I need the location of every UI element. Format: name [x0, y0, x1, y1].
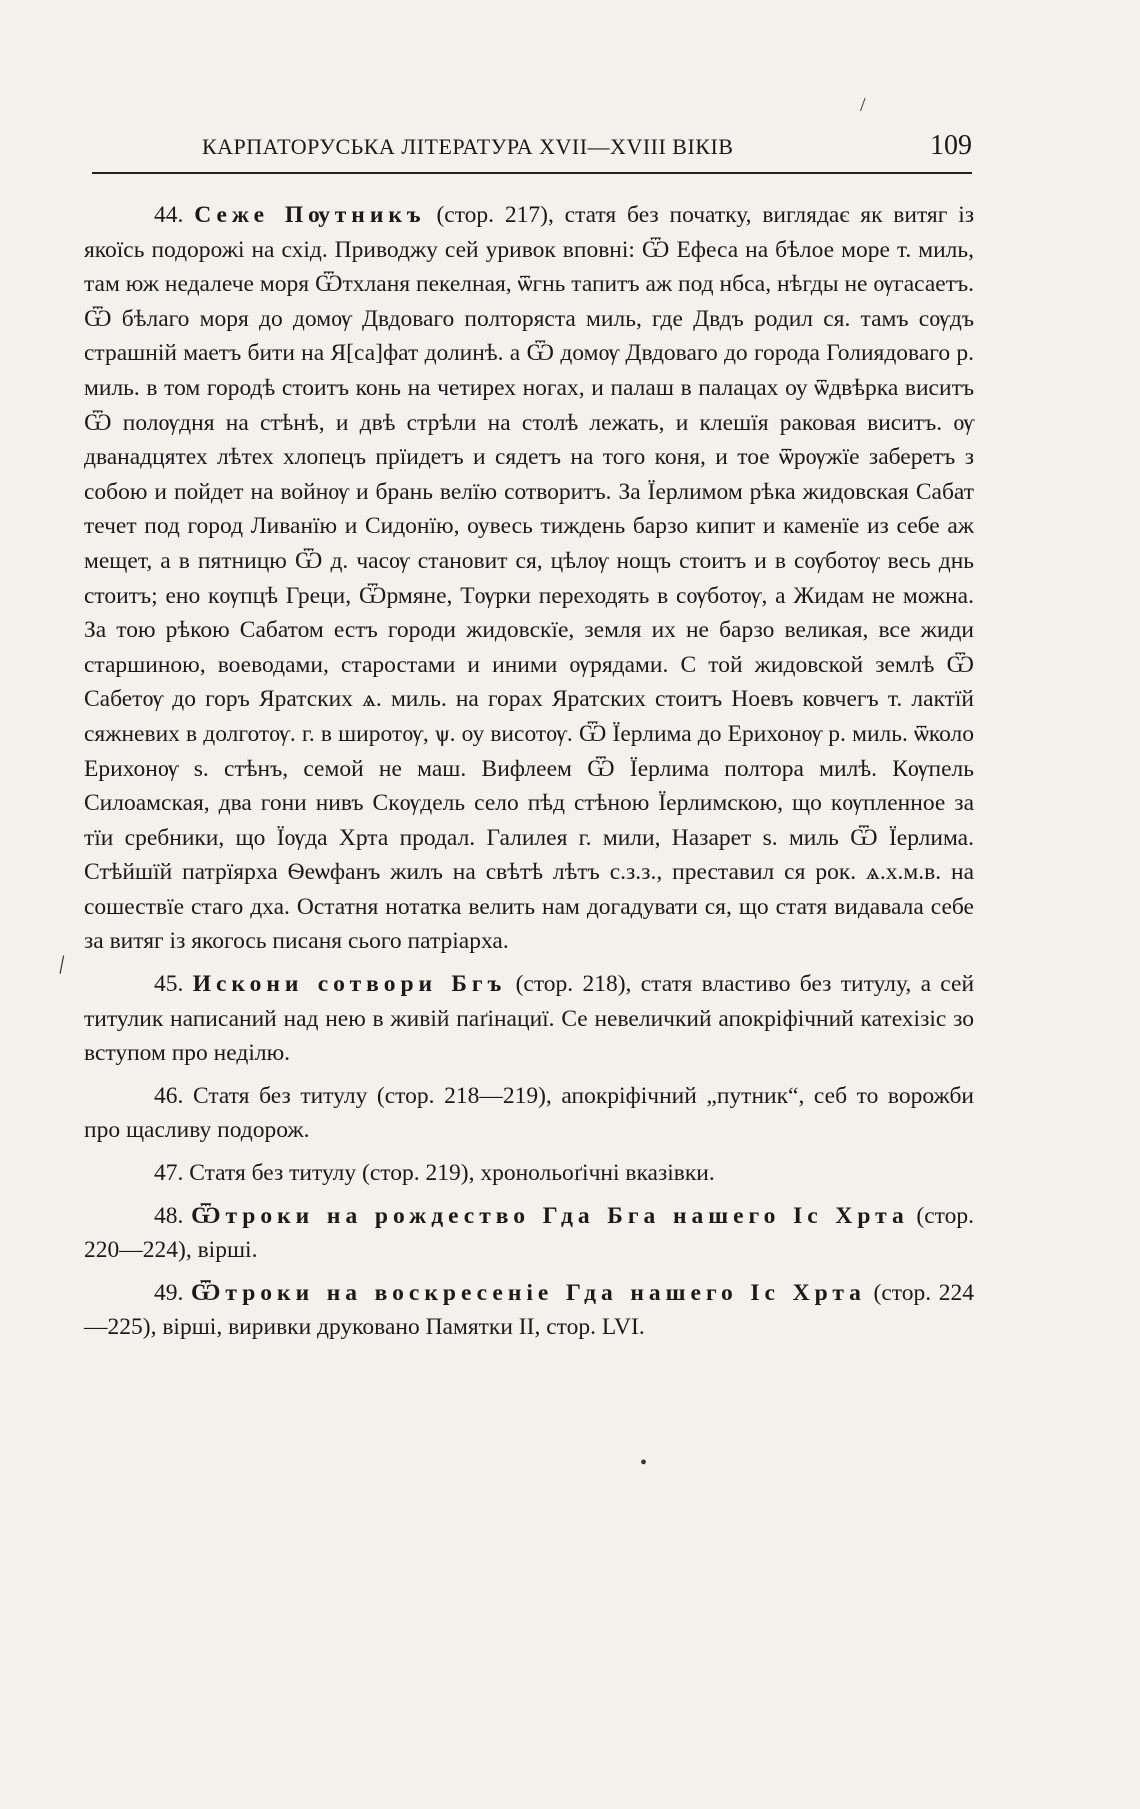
running-title: КАРПАТОРУСЬКА ЛІТЕРАТУРА XVII—XVIII ВІКІВ: [202, 134, 734, 159]
margin-mark-top: /: [860, 94, 866, 116]
entry-title: Искони сотвори Бгъ: [192, 971, 507, 998]
entry-number: 46.: [154, 1082, 184, 1109]
entry-45: [84, 967, 974, 1071]
body-text: [84, 198, 974, 1353]
entry-body: (стор. 217), статя без початку, виглядає як витяг із якоїсь подорожі на схід. Приводжу сей уривок вповні: Ѿ Ефеса на бѣлое море т. миль, там юж недалече моря Ѿтхланя пекелная, ѿгнь тапитъ аж под нбса, нѣгды не ѹгасаетъ. Ѿ бѣлаго моря до домѹ Двдоваго полторяста миль, где Двдъ родил ся. тамъ сѹдъ страшній маетъ бити на Я[са]фат долинѣ. а Ѿ домѹ Двдоваго до города Голиядоваго р. миль. в том городѣ стоитъ конь на четирех ногах, и палаш в палацах оу ѿдвѣрка виситъ Ѿ полѹдня на стѣнѣ, и двѣ стрѣли на столѣ лежать, и клешїя раковая виситъ. ѹ дванадцятех лѣтех хлопецъ прїидетъ и сядетъ на того коня, и тое ѿрѹжїе заберетъ з собою и пойдет на войнѹ и брань велїю сотворитъ. За Їерлимом рѣка жидовская Сабат течет под город Ливанїю и Сидонїю, оувесь тиждень барзо кипит и каменїе из себе аж мещет, а в пятницю Ѿ д. часѹ становит ся, цѣлѹ нощъ стоитъ и в сѹботѹ весь днь стоитъ; ено кѹпцѣ Греци, Ѿрмяне, Тѹрки переходять в сѹботѹ, а Жидам не можна. За тою рѣкою Сабатом естъ городи жидовскїе, земля их не барзо великая, все жиди старшиною, воеводами, старостами и иними ѹрядами. С той жидовской землѣ Ѿ Сабетѹ до горъ Яратских ѧ. миль. на горах Яратских стоитъ Ноевъ ковчегъ т. лактїй сяжневих в долготѹ. г. в широтѹ, ѱ. оу висотѹ. Ѿ Їерлима до Ерихонѹ р. миль. ѿколо Ерихонѹ ѕ. стѣнъ, семой не маш. Вифлеем Ѿ Їерлима полтора милѣ. Кѹпель Силоамская, два гони нивъ Скѹдель село пѣд стѣною Їерлимскою, що кѹпленное за тїи сребники, що Їѹда Хрта продал. Галилея г. мили, Назарет ѕ. миль Ѿ Їерлима. Стѣйшїй патрїярха Ѳеѡфанъ жилъ на свѣтѣ лѣтъ с.з.з., преставил ся рок. ѧ.х.м.в. на сошествїе стаго дха. Остатня нотатка велить нам догадувати ся, що статя видавала себе за витяг із якогось писаня сього патріарха.: [84, 202, 975, 955]
page-number: 109: [930, 130, 972, 161]
entry-47: [84, 1156, 974, 1191]
entry-title: Ѿтроки на воскресеніе Гда нашего Іс Хрта: [191, 1279, 866, 1306]
entry-number: 44.: [154, 202, 184, 228]
entry-body: (стор. 220—224), вірші.: [84, 1202, 975, 1264]
entry-body: Статя без титулу (стор. 218—219), апокріфічний „путник“, себ то ворожби про щасливу подорож.: [84, 1082, 974, 1144]
entry-title: Сеже Пѹтникъ: [194, 202, 426, 228]
entry-number: 49.: [154, 1279, 184, 1306]
running-header: [92, 130, 972, 162]
header-rule: [92, 172, 972, 174]
entry-44: [84, 198, 974, 959]
entry-48: [84, 1199, 974, 1268]
entry-46: [84, 1079, 974, 1148]
entry-number: 48.: [154, 1202, 184, 1229]
margin-dot: •: [640, 1452, 648, 1474]
entry-number: 47.: [154, 1160, 184, 1187]
entry-number: 45.: [154, 971, 184, 998]
entry-title: Ѿтроки на рождество Гда Бга нашего Іс Хрта: [191, 1202, 909, 1229]
entry-body: (стор. 224—225), вірші, виривки друковано Памятки II, стор. LVI.: [84, 1279, 975, 1341]
entry-body: (стор. 218), статя властиво без титулу, а сей титулик написаний над нею в живій паґінациї. Се невеличкий апокріфічний катехізіс зо вступом про неділю.: [84, 971, 975, 1067]
entry-body: Статя без титулу (стор. 219), хронольоґічні вказівки.: [189, 1160, 715, 1187]
margin-mark-left: \: [51, 950, 73, 979]
entry-49: [84, 1276, 974, 1345]
